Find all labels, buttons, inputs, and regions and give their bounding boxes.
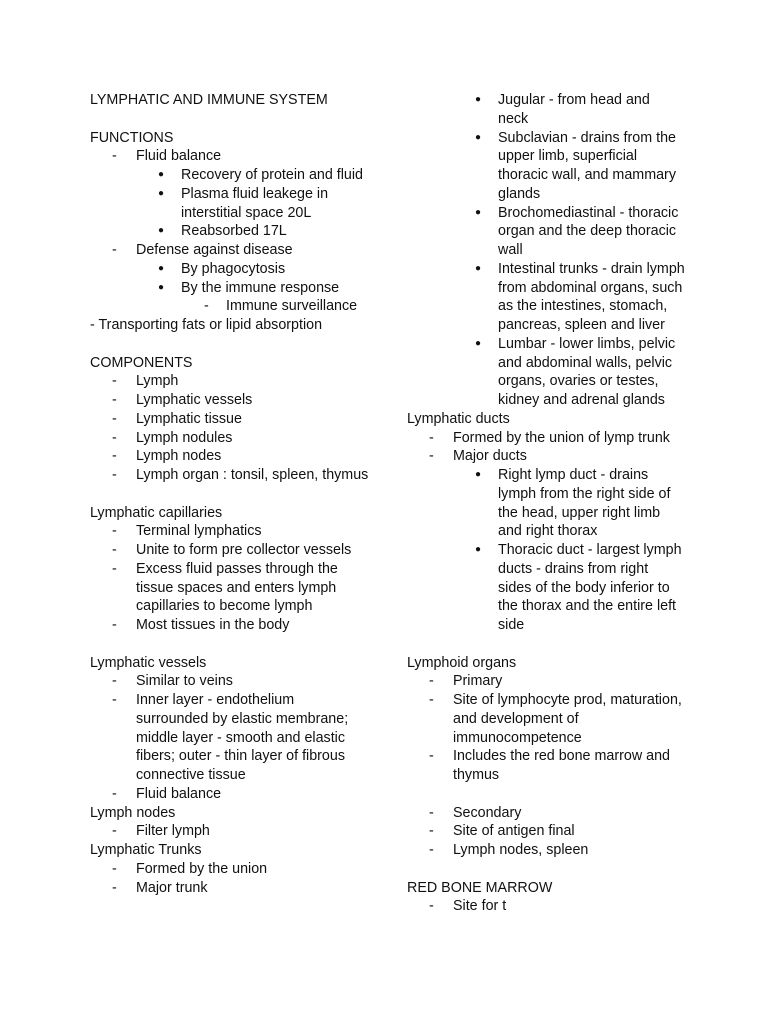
heading-line: Lymphatic vessels [90,654,207,671]
dash-item: - Primary [407,672,692,691]
bullet-continuation: organ and the deep thoracic [498,223,677,240]
bullet-item: ● Plasma fluid leakege in [90,185,390,204]
dash-item: - Most tissues in the body [90,616,390,635]
bullet-continuation: sides of the body inferior to [498,579,670,596]
dash-item: - Filter lymph [90,822,390,841]
dash-item: - Excess fluid passes through the [90,560,390,579]
bullet-item: ● Intestinal trunks - drain lymph [407,260,692,279]
dash-item: - Site for t [407,897,692,916]
heading-line: Lymphoid organs [407,654,517,671]
bullet-continuation: the head, upper right limb [498,504,661,521]
heading-line: Lymphatic Trunks [90,842,202,858]
dash-item: - Fluid balance [90,785,390,804]
dash-item: - Inner layer - endothelium [90,691,390,710]
left-column [90,91,390,897]
bullet-continuation: and abdominal walls, pelvic [498,354,673,371]
bullet-item: ● Right lymp duct - drains [407,466,692,485]
heading-line: Lymphatic capillaries [90,504,223,521]
blank-line [407,860,692,879]
dash-item: - Terminal lymphatics [90,522,390,541]
dash-item: - Major trunk [90,879,390,898]
dash-item: - Lymph nodules [90,429,390,448]
dash-continuation: thymus [453,767,500,783]
dash-continuation: and development of [453,710,579,727]
bullet-continuation: neck [498,110,529,127]
bullet-continuation: side [498,617,525,633]
sub-dash-item: - Immune surveillance [90,297,390,316]
dash-item: - Site of lymphocyte prod, maturation, [407,691,692,710]
dash-continuation: middle layer - smooth and elastic [136,729,345,746]
blank-line [90,335,390,354]
dash-item: - Lymph organ : tonsil, spleen, thymus [90,466,390,485]
dash-continuation: fibers; outer - thin layer of fibrous [136,748,345,765]
blank-line [407,635,692,654]
dash-continuation: immunocompetence [453,729,582,746]
bullet-continuation: kidney and adrenal glands [498,392,665,408]
bullet-item: ● Brochomediastinal - thoracic [407,204,692,223]
dash-item: - Formed by the union of lymp trunk [407,429,692,448]
heading-line: COMPONENTS [90,354,193,371]
bullet-continuation: and right thorax [498,523,598,540]
heading-line: FUNCTIONS [90,129,174,146]
bullet-item: ● By the immune response [90,279,390,298]
bullet-continuation: lymph from the right side of [498,485,671,502]
dash-item: - Lymph nodes [90,447,390,466]
bullet-continuation: upper limb, superficial [498,148,638,165]
dash-item: - Major ducts [407,447,692,466]
heading-line: LYMPHATIC AND IMMUNE SYSTEM [90,92,328,108]
dash-item: - Secondary [407,804,692,823]
bullet-continuation: from abdominal organs, such [498,279,683,296]
blank-line [90,635,390,654]
bullet-continuation: interstitial space 20L [181,204,312,221]
dash-item: - Includes the red bone marrow and [407,747,692,766]
dash-item: - Lymphatic tissue [90,410,390,429]
dash-item: - Lymphatic vessels [90,391,390,410]
dash-continuation: capillaries to become lymph [136,598,313,615]
dash-item: - Similar to veins [90,672,390,691]
dash-continuation: connective tissue [136,767,246,783]
heading-line: - Transporting fats or lipid absorption [90,317,323,333]
blank-line [90,485,390,504]
bullet-continuation: ducts - drains from right [498,560,649,577]
dash-item: - Defense against disease [90,241,390,260]
bullet-item: ● Lumbar - lower limbs, pelvic [407,335,692,354]
dash-item: - Site of antigen final [407,822,692,841]
bullet-item: ● Thoracic duct - largest lymph [407,541,692,560]
heading-line: Lymph nodes [90,804,176,821]
bullet-continuation: thoracic wall, and mammary [498,167,676,183]
dash-continuation: surrounded by elastic membrane; [136,710,349,727]
bullet-continuation: wall [498,242,523,258]
bullet-item: ● Subclavian - drains from the [407,129,692,148]
bullet-item: ● Reabsorbed 17L [90,222,390,241]
blank-line [90,110,390,129]
dash-item: - Fluid balance [90,147,390,166]
bullet-continuation: organs, ovaries or testes, [498,373,659,390]
bullet-continuation: glands [498,185,541,202]
dash-item: - Unite to form pre collector vessels [90,541,390,560]
bullet-item: ● By phagocytosis [90,260,390,279]
right-column [407,91,692,916]
heading-line: Lymphatic ducts [407,410,510,427]
blank-line [407,785,692,804]
bullet-continuation: the thorax and the entire left [498,598,677,615]
bullet-continuation: pancreas, spleen and liver [498,317,665,333]
dash-item: - Lymph [90,372,390,391]
bullet-item: ● Recovery of protein and fluid [90,166,390,185]
dash-continuation: tissue spaces and enters lymph [136,579,337,596]
dash-item: - Formed by the union [90,860,390,879]
bullet-continuation: as the intestines, stomach, [498,298,668,315]
dash-item: - Lymph nodes, spleen [407,841,692,860]
bullet-item: ● Jugular - from head and [407,91,692,110]
heading-line: RED BONE MARROW [407,879,553,896]
